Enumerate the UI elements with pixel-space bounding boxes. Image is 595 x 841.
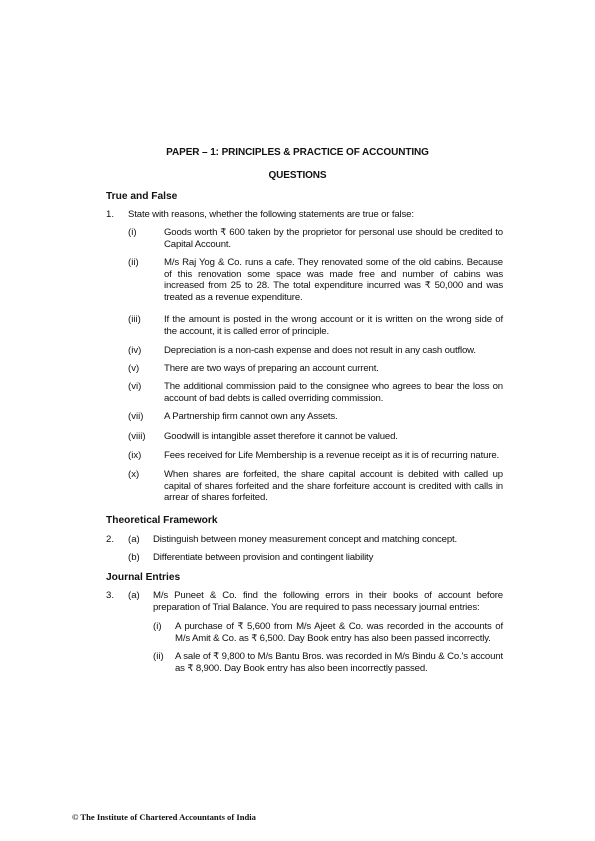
item-label: (i) <box>128 227 137 238</box>
statement-text: The additional commission paid to the consignee who agrees to bear the loss on account of bad debts is called overriding commission. <box>164 381 503 404</box>
section-heading-theoretical-framework: Theoretical Framework <box>106 515 218 526</box>
item-label: (b) <box>128 552 140 563</box>
question-number-2: 2. <box>106 534 115 545</box>
question-text: M/s Puneet & Co. find the following errors in their books of account before preparation of Trial Balance. You are required to pass necessary journal entries: <box>153 590 503 613</box>
item-label: (viii) <box>128 431 146 442</box>
item-label: (v) <box>128 363 140 374</box>
section-heading-journal-entries: Journal Entries <box>106 572 181 583</box>
item-label: (vi) <box>128 381 142 392</box>
section-heading-true-false: True and False <box>106 191 178 202</box>
question-number-3: 3. <box>106 590 115 601</box>
questions-heading: QUESTIONS <box>268 170 327 181</box>
statement-text: Fees received for Life Membership is a revenue receipt as it is of recurring nature. <box>164 450 500 461</box>
question-1-text: State with reasons, whether the following statements are true or false: <box>128 209 414 220</box>
paper-title: PAPER – 1: PRINCIPLES & PRACTICE OF ACCOUNTING <box>166 147 429 158</box>
item-label: (iii) <box>128 314 141 325</box>
statement-text: A Partnership firm cannot own any Assets. <box>164 411 338 422</box>
statement-text: If the amount is posted in the wrong account or it is written on the wrong side of the account, it is called error of principle. <box>164 314 503 337</box>
question-text: Differentiate between provision and contingent liability <box>153 552 374 563</box>
item-label: (x) <box>128 469 140 480</box>
item-label: (iv) <box>128 345 142 356</box>
item-label: (a) <box>128 534 140 545</box>
statement-text: Depreciation is a non-cash expense and does not result in any cash outflow. <box>164 345 476 356</box>
item-label: (ii) <box>153 651 164 662</box>
statement-text: There are two ways of preparing an account current. <box>164 363 379 374</box>
question-text: Distinguish between money measurement concept and matching concept. <box>153 534 458 545</box>
item-label: (a) <box>128 590 140 601</box>
item-label: (i) <box>153 621 162 632</box>
footer-copyright: © The Institute of Chartered Accountants of India <box>72 812 256 822</box>
error-text: A sale of ₹ 9,800 to M/s Bantu Bros. was recorded in M/s Bindu & Co.'s account as ₹ 8,900. Day Book entry has also been incorrectly passed. <box>175 651 503 674</box>
item-label: (vii) <box>128 411 144 422</box>
statement-text: Goods worth ₹ 600 taken by the proprietor for personal use should be credited to Capital Account. <box>164 227 503 250</box>
error-text: A purchase of ₹ 5,600 from M/s Ajeet & Co. was recorded in the accounts of M/s Amit & Co. as ₹ 6,500. Day Book entry has also been passed incorrectly. <box>175 621 503 644</box>
question-number-1: 1. <box>106 209 115 220</box>
item-label: (ii) <box>128 257 139 268</box>
statement-text: Goodwill is intangible asset therefore it cannot be valued. <box>164 431 398 442</box>
item-label: (ix) <box>128 450 142 461</box>
statement-text: When shares are forfeited, the share capital account is debited with called up capital of shares forfeited and the share forfeiture account is credited with calls in arrear of shares forfeited. <box>164 469 503 504</box>
statement-text: M/s Raj Yog & Co. runs a cafe. They renovated some of the old cabins. Because of this renovation some space was made free and number of cabins was increased from 25 to 28. The total expenditure incurred was ₹ 50,000 and was treated as a revenue expenditure. <box>164 257 503 303</box>
